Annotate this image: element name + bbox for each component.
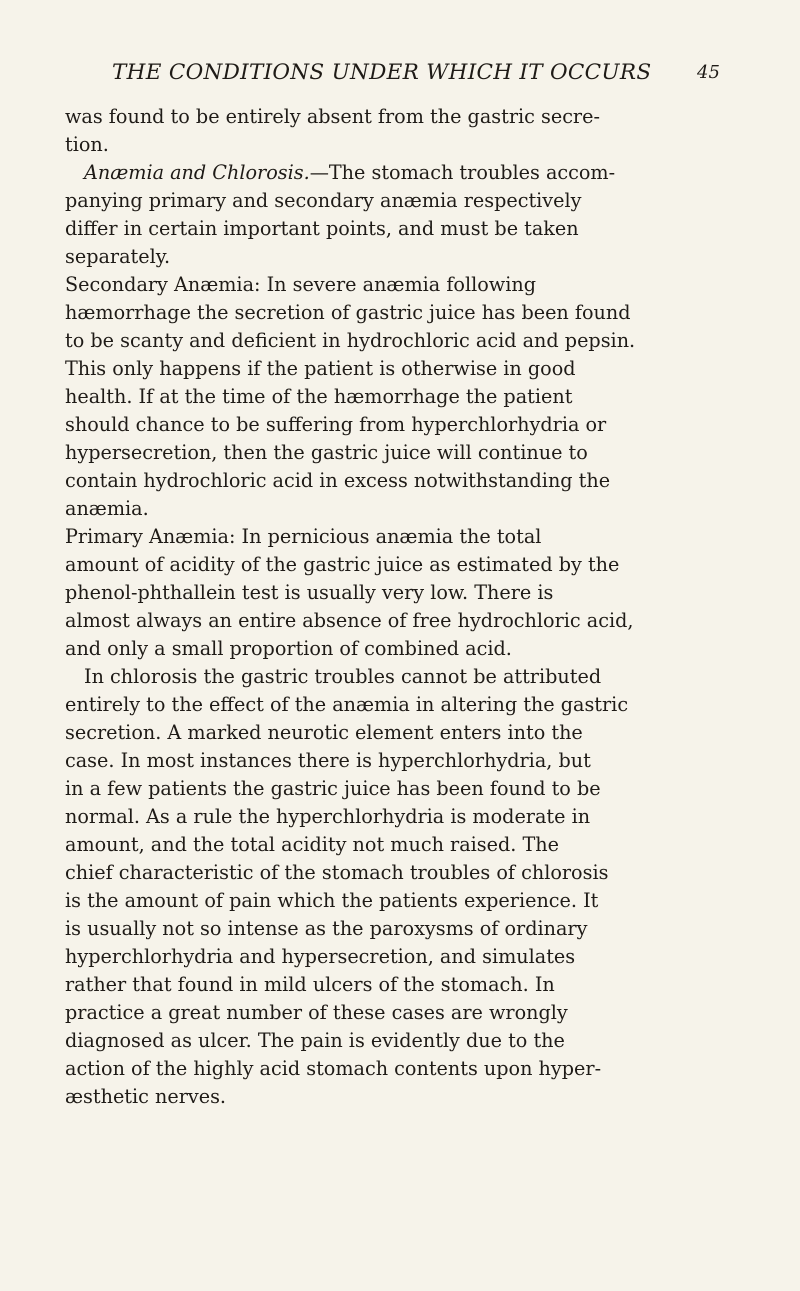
section-heading-continuation: —The stomach troubles accom-	[309, 161, 616, 184]
text-line: secretion. A marked neurotic element enters into the	[65, 721, 583, 744]
text-line: hæmorrhage the secretion of gastric juice has been found	[65, 301, 631, 324]
text-line: health. If at the time of the hæmorrhage the patient	[65, 385, 573, 408]
text-line: Secondary Anæmia: In severe anæmia following	[65, 273, 537, 296]
text-line: æsthetic nerves.	[65, 1085, 227, 1108]
page-number: 45	[697, 62, 720, 83]
text-line: in a few patients the gastric juice has been found to be	[65, 777, 601, 800]
text-line: is the amount of pain which the patients experience. It	[65, 889, 599, 912]
text-line: was found to be entirely absent from the gastric secre-	[65, 105, 600, 128]
text-line: chief characteristic of the stomach troubles of chlorosis	[65, 861, 609, 884]
text-line: case. In most instances there is hyperchlorhydria, but	[65, 749, 591, 772]
text-line: to be scanty and deficient in hydrochloric acid and pepsin.	[65, 329, 636, 352]
text-line: This only happens if the patient is otherwise in good	[65, 357, 576, 380]
text-line: Primary Anæmia: In pernicious anæmia the total	[65, 525, 542, 548]
text-line: practice a great number of these cases are wrongly	[65, 1001, 568, 1024]
text-line: rather that found in mild ulcers of the stomach. In	[65, 973, 555, 996]
text-line: separately.	[65, 245, 171, 268]
text-line: amount, and the total acidity not much raised. The	[65, 833, 559, 856]
text-line: normal. As a rule the hyperchlorhydria is moderate in	[65, 805, 591, 828]
text-line: phenol-phthallein test is usually very low. There is	[65, 581, 554, 604]
section-heading-line	[84, 159, 615, 187]
text-line: and only a small proportion of combined acid.	[65, 637, 512, 660]
running-head	[112, 60, 720, 90]
text-line: contain hydrochloric acid in excess notwithstanding the	[65, 469, 611, 492]
text-line: hypersecretion, then the gastric juice will continue to	[65, 441, 588, 464]
section-heading: Anæmia and Chlorosis.	[84, 161, 310, 184]
text-line: diagnosed as ulcer. The pain is evidently due to the	[65, 1029, 565, 1052]
text-line: anæmia.	[65, 497, 149, 520]
text-line: almost always an entire absence of free hydrochloric acid,	[65, 609, 634, 632]
text-line: is usually not so intense as the paroxysms of ordinary	[65, 917, 588, 940]
text-line: entirely to the effect of the anæmia in altering the gastric	[65, 693, 629, 716]
text-line: hyperchlorhydria and hypersecretion, and simulates	[65, 945, 576, 968]
running-title: THE CONDITIONS UNDER WHICH IT OCCURS	[112, 60, 652, 85]
text-line: should chance to be suffering from hyperchlorhydria or	[65, 413, 607, 436]
text-line: tion.	[65, 133, 109, 156]
text-line: action of the highly acid stomach contents upon hyper-	[65, 1057, 602, 1080]
text-line: panying primary and secondary anæmia respectively	[65, 189, 582, 212]
text-line: differ in certain important points, and must be taken	[65, 217, 579, 240]
text-line: amount of acidity of the gastric juice as estimated by the	[65, 553, 620, 576]
text-line: In chlorosis the gastric troubles cannot be attributed	[84, 665, 602, 688]
